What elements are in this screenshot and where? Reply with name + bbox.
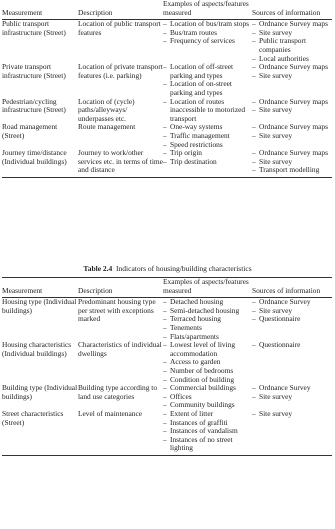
measurement-cell: Street characteristics (Street) [2, 408, 64, 427]
source-item: – Site survey [252, 29, 332, 38]
table-row [2, 384, 332, 410]
example-item: – Offices [163, 393, 252, 402]
example-item: – Semi-detached housing [163, 307, 252, 316]
measurement-cell: Journey time/distance (Individual buildings) [2, 148, 67, 166]
description-cell: Location of (cycle) paths/alleyways/ underpasses etc. [78, 96, 135, 123]
example-item: – Instances of graffiti [163, 419, 252, 428]
table-row [2, 298, 332, 341]
header-description: Description [78, 285, 113, 295]
sources-cell [252, 63, 332, 97]
example-item: – Location of on-street parking and types [163, 80, 252, 97]
sources-cell [252, 341, 332, 384]
measurement-cell: Road management (Street) [2, 122, 58, 140]
examples-cell [163, 98, 252, 124]
table-row [2, 410, 332, 455]
description-cell: Characteristics of individual dwellings [78, 340, 162, 358]
source-item: – Site survey [252, 410, 332, 419]
table-header-row [2, 278, 332, 298]
sources-cell [252, 123, 332, 149]
examples-cell [163, 341, 252, 384]
source-item: – Ordnance Survey maps [252, 149, 332, 158]
source-item: – Public transport companies [252, 37, 332, 54]
example-item: – Location of bus/tram stops [163, 20, 252, 29]
examples-cell [163, 63, 252, 97]
caption-label: Table 2.4 [83, 264, 113, 273]
source-item: – Ordnance Survey maps [252, 123, 332, 132]
table-row [2, 98, 332, 124]
example-item: – Bus/tram routes [163, 29, 252, 38]
example-item: – Condition of building [163, 376, 252, 385]
example-item: – Flats/apartments [163, 333, 252, 342]
example-item: – Location of off-street parking and types [163, 63, 252, 80]
example-item: – Terraced housing [163, 315, 252, 324]
housing-indicators-table [2, 277, 332, 456]
table-row [2, 341, 332, 384]
example-item: – Detached housing [163, 298, 252, 307]
transport-indicators-table [2, 0, 332, 178]
example-item: – Access to garden [163, 358, 252, 367]
source-item: – Site survey [252, 132, 332, 141]
header-measurement: Measurement [2, 7, 43, 17]
example-item: – Speed restrictions [163, 141, 252, 150]
example-item: – Trip origin [163, 149, 252, 158]
caption-text: Indicators of housing/building characteristics [116, 264, 252, 273]
measurement-cell: Building type (Individual buildings) [2, 383, 78, 401]
header-measurement: Measurement [2, 285, 43, 295]
description-cell: Predominant housing type per street with exceptions marked [78, 297, 156, 324]
example-item: – Location of routes inaccessible to motorized transport [163, 98, 252, 124]
source-item: – Questionnaire [252, 341, 332, 350]
description-cell: Route management [78, 122, 136, 132]
examples-cell [163, 410, 252, 455]
sources-cell [252, 384, 332, 410]
example-item: – Frequency of services [163, 37, 252, 46]
measurement-cell: Housing characteristics (Individual buildings) [2, 340, 72, 358]
example-item: – Number of bedrooms [163, 367, 252, 376]
table-row [2, 123, 332, 149]
description-cell: Location of private transport features (i.e. parking) [78, 62, 163, 80]
table-caption [0, 264, 335, 273]
table-row [2, 20, 332, 63]
example-item: – Instances of no street lighting [163, 436, 252, 453]
source-item: – Ordnance Survey maps [252, 98, 332, 107]
header-examples: Examples of aspects/features measured [163, 0, 249, 17]
example-item: – Lowest level of living accommodation [163, 341, 252, 358]
measurement-cell: Public transport infrastructure (Street) [2, 19, 66, 37]
measurement-cell: Pedestrian/cycling infrastructure (Street) [2, 96, 66, 115]
source-item: – Ordnance Survey [252, 298, 332, 307]
header-sources: Sources of information [252, 285, 321, 295]
description-cell: Location of public transport features [78, 19, 161, 37]
examples-cell [163, 149, 252, 177]
source-item: – Site survey [252, 106, 332, 115]
source-item: – Ordnance Survey maps [252, 63, 332, 72]
sources-cell [252, 298, 332, 341]
source-item: – Site survey [252, 72, 332, 81]
description-cell: Journey to work/other services etc. in terms of time and distance [78, 148, 163, 175]
measurement-cell: Housing type (Individual buildings) [2, 297, 77, 315]
example-item: – Traffic management [163, 132, 252, 141]
example-item: – Instances of vandalism [163, 427, 252, 436]
example-item: – Commercial buildings [163, 384, 252, 393]
source-item: – Local authorities [252, 55, 332, 64]
examples-cell [163, 123, 252, 149]
examples-cell [163, 384, 252, 410]
table-row [2, 149, 332, 177]
sources-cell [252, 410, 332, 455]
source-item: – Site survey [252, 393, 332, 402]
table-row [2, 63, 332, 97]
table-header-row [2, 0, 332, 20]
measurement-cell: Private transport infrastructure (Street) [2, 62, 66, 80]
source-item: – Transport modelling [252, 166, 332, 175]
description-cell: Level of maintenance [78, 408, 143, 418]
example-item: – One-way systems [163, 123, 252, 132]
source-item: – Ordnance Survey maps [252, 20, 332, 29]
example-item: – Extent of litter [163, 410, 252, 419]
examples-cell [163, 20, 252, 63]
header-examples: Examples of aspects/features measured [163, 277, 249, 295]
sources-cell [252, 20, 332, 63]
example-item: – Trip destination [163, 158, 252, 167]
header-sources: Sources of information [252, 7, 321, 17]
sources-cell [252, 98, 332, 124]
header-description: Description [78, 7, 113, 17]
example-item: – Tenements [163, 324, 252, 333]
source-item: – Questionnaire [252, 315, 332, 324]
source-item: – Ordnance Survey [252, 384, 332, 393]
description-cell: Building type according to land use categories [78, 383, 158, 401]
source-item: – Site survey [252, 307, 332, 316]
examples-cell [163, 298, 252, 341]
source-item: – Site survey [252, 158, 332, 167]
example-item: – Community buildings [163, 401, 252, 410]
sources-cell [252, 149, 332, 177]
